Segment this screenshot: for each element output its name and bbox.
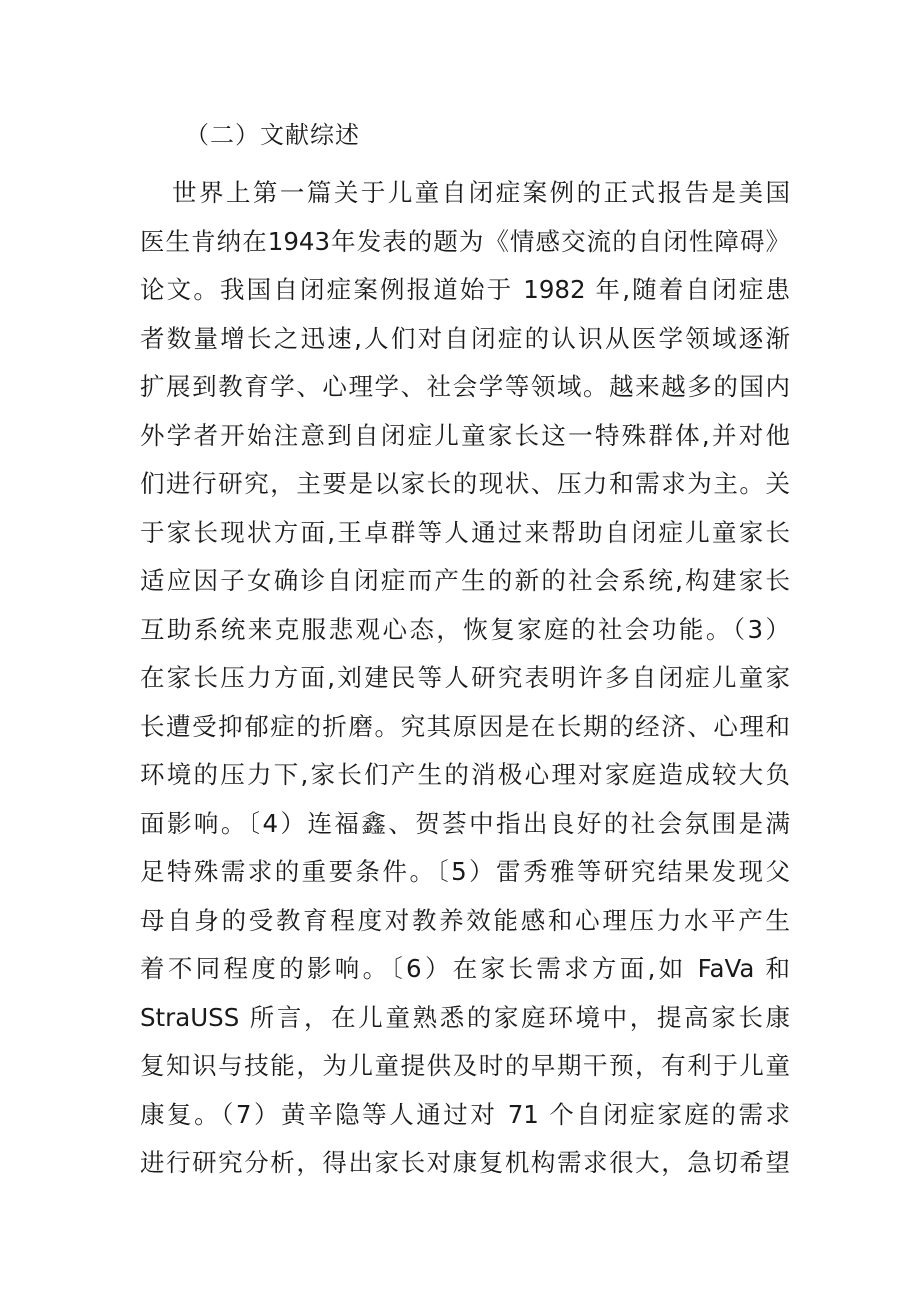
literature-review-paragraph <box>140 169 790 1188</box>
paragraph-line: StraUSS 所言，在儿童熟悉的家庭环境中，提高家长康 <box>140 1002 790 1032</box>
paragraph-line: 进行研究分析，得出家长对康复机构需求很大，急切希望 <box>140 1148 790 1177</box>
paragraph-line: 面影响。〔4）连福鑫、贺荟中指出良好的社会氛围是满 <box>140 808 790 838</box>
paragraph-line: 适应因子女确诊自闭症而产生的新的社会系统,构建家长 <box>140 566 790 595</box>
paragraph-line: 外学者开始注意到自闭症儿童家长这一特殊群体,并对他 <box>140 420 790 450</box>
paragraph-line: 论文。我国自闭症案例报道始于 1982 年,随着自闭症患 <box>140 275 790 304</box>
paragraph-line: 者数量增长之迅速,人们对自闭症的认识从医学领域逐渐 <box>140 323 790 353</box>
paragraph-line: 足特殊需求的重要条件。〔5）雷秀雅等研究结果发现父 <box>140 857 790 886</box>
paragraph-line: 医生肯纳在1943年发表的题为《情感交流的自闭性障碍》 <box>140 226 790 256</box>
paragraph-line: 互助系统来克服悲观心态，恢复家庭的社会功能。（3） <box>140 614 790 644</box>
paragraph-line: 复知识与技能，为儿童提供及时的早期干预，有利于儿童 <box>140 1051 790 1080</box>
paragraph-line: 长遭受抑郁症的折磨。究其原因是在长期的经济、心理和 <box>140 711 790 741</box>
paragraph-line: 康复。（7）黄辛隐等人通过对 71 个自闭症家庭的需求 <box>140 1099 790 1129</box>
section-heading: （二）文献综述 <box>185 121 360 149</box>
paragraph-line: 们进行研究，主要是以家长的现状、压力和需求为主。关 <box>140 469 790 498</box>
paragraph-line: 世界上第一篇关于儿童自闭症案例的正式报告是美国 <box>172 178 790 207</box>
paragraph-line: 着不同程度的影响。〔6）在家长需求方面,如 FaVa 和 <box>140 954 790 983</box>
paragraph-line: 在家长压力方面,刘建民等人研究表明许多自闭症儿童家 <box>140 663 790 692</box>
paragraph-line: 扩展到教育学、心理学、社会学等领域。越来越多的国内 <box>140 372 790 401</box>
paragraph-line: 于家长现状方面,王卓群等人通过来帮助自闭症儿童家长 <box>140 517 790 547</box>
paragraph-line: 母自身的受教育程度对教养效能感和心理压力水平产生 <box>140 905 790 935</box>
paragraph-line: 环境的压力下,家长们产生的消极心理对家庭造成较大负 <box>140 760 790 789</box>
